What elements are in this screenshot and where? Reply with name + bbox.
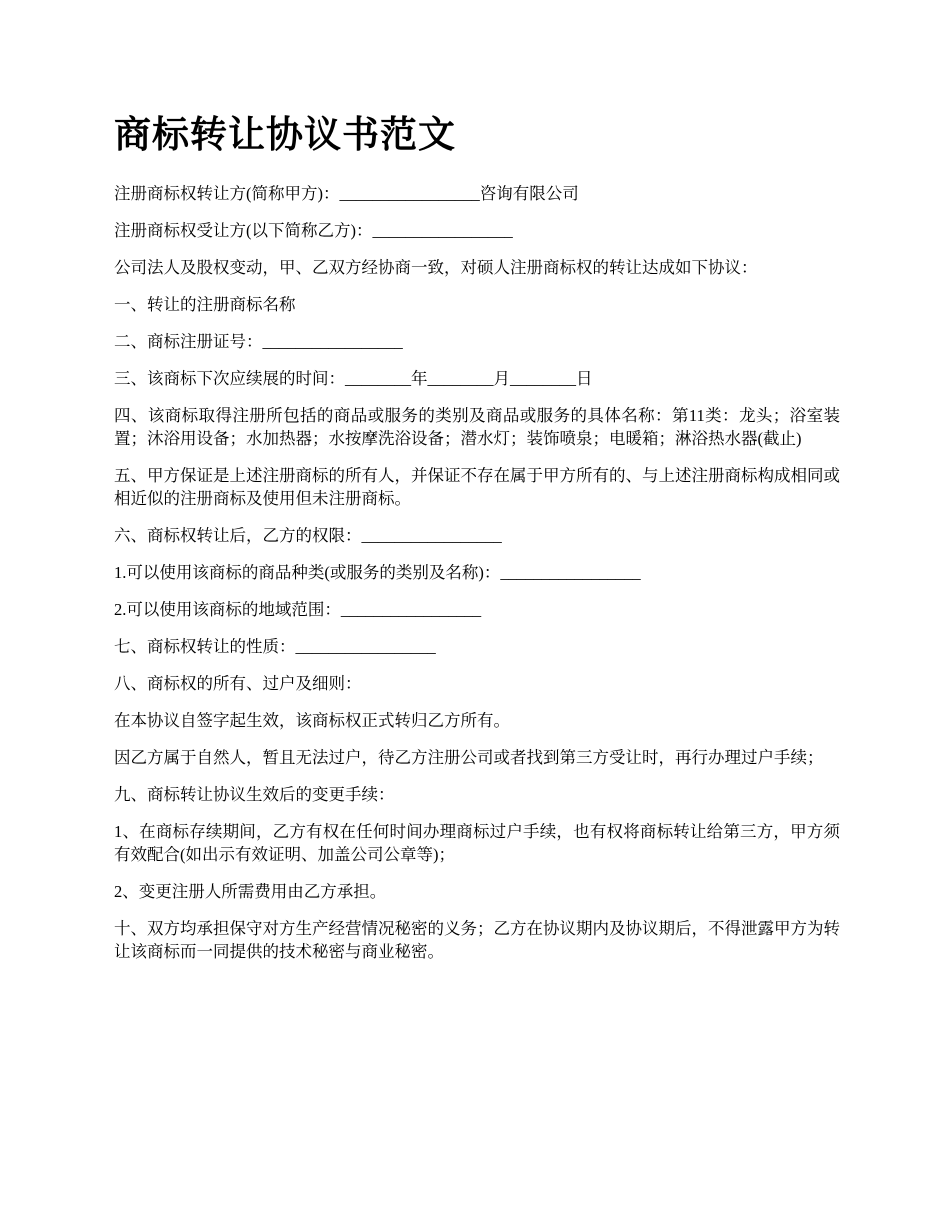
document-title: 商标转让协议书范文 <box>114 115 456 156</box>
paragraph-clause-9-1: 1、在商标存续期间，乙方有权在任何时间办理商标过户手续，也有权将商标转让给第三方，甲方须有效配合(如出示有效证明、加盖公司公章等)； <box>114 822 840 864</box>
paragraph-transferor: 注册商标权转让方(简称甲方)：_________________咨询有限公司 <box>114 184 579 203</box>
paragraph-preamble: 公司法人及股权变动，甲、乙双方经协商一致，对硕人注册商标权的转让达成如下协议： <box>114 258 758 277</box>
paragraph-clause-1: 一、转让的注册商标名称 <box>114 295 296 314</box>
paragraph-clause-4: 四、该商标取得注册所包括的商品或服务的类别及商品或服务的具体名称：第11类：龙头；浴室装置；沐浴用设备；水加热器；水按摩洗浴设备；潜水灯；装饰喷泉；电暖箱；淋浴热水器(截止) <box>114 406 840 448</box>
paragraph-clause-6: 六、商标权转让后，乙方的权限：_________________ <box>114 526 502 545</box>
paragraph-clause-3: 三、该商标下次应续展的时间：________年________月________日 <box>114 369 593 388</box>
paragraph-clause-8-transfer: 因乙方属于自然人，暂且无法过户，待乙方注册公司或者找到第三方受让时，再行办理过户手续； <box>114 748 824 767</box>
paragraph-clause-2: 二、商标注册证号：_________________ <box>114 332 403 351</box>
paragraph-clause-6-2: 2.可以使用该商标的地域范围：_________________ <box>114 600 482 619</box>
paragraph-clause-10: 十、双方均承担保守对方生产经营情况秘密的义务；乙方在协议期内及协议期后，不得泄露甲方为转让该商标而一同提供的技术秘密与商业秘密。 <box>114 919 840 961</box>
paragraph-clause-6-1: 1.可以使用该商标的商品种类(或服务的类别及名称)：_________________ <box>114 563 641 582</box>
paragraph-clause-7: 七、商标权转让的性质：_________________ <box>114 637 436 656</box>
paragraph-clause-8: 八、商标权的所有、过户及细则： <box>114 674 362 693</box>
paragraph-clause-8-effective: 在本协议自签字起生效，该商标权正式转归乙方所有。 <box>114 711 510 730</box>
paragraph-transferee: 注册商标权受让方(以下简称乙方)：_________________ <box>114 221 513 240</box>
document-page <box>114 112 840 977</box>
paragraph-clause-9: 九、商标转让协议生效后的变更手续： <box>114 785 395 804</box>
paragraph-clause-9-2: 2、变更注册人所需费用由乙方承担。 <box>114 882 387 901</box>
paragraph-clause-5: 五、甲方保证是上述注册商标的所有人，并保证不存在属于甲方所有的、与上述注册商标构成相同或相近似的注册商标及使用但未注册商标。 <box>114 466 840 508</box>
